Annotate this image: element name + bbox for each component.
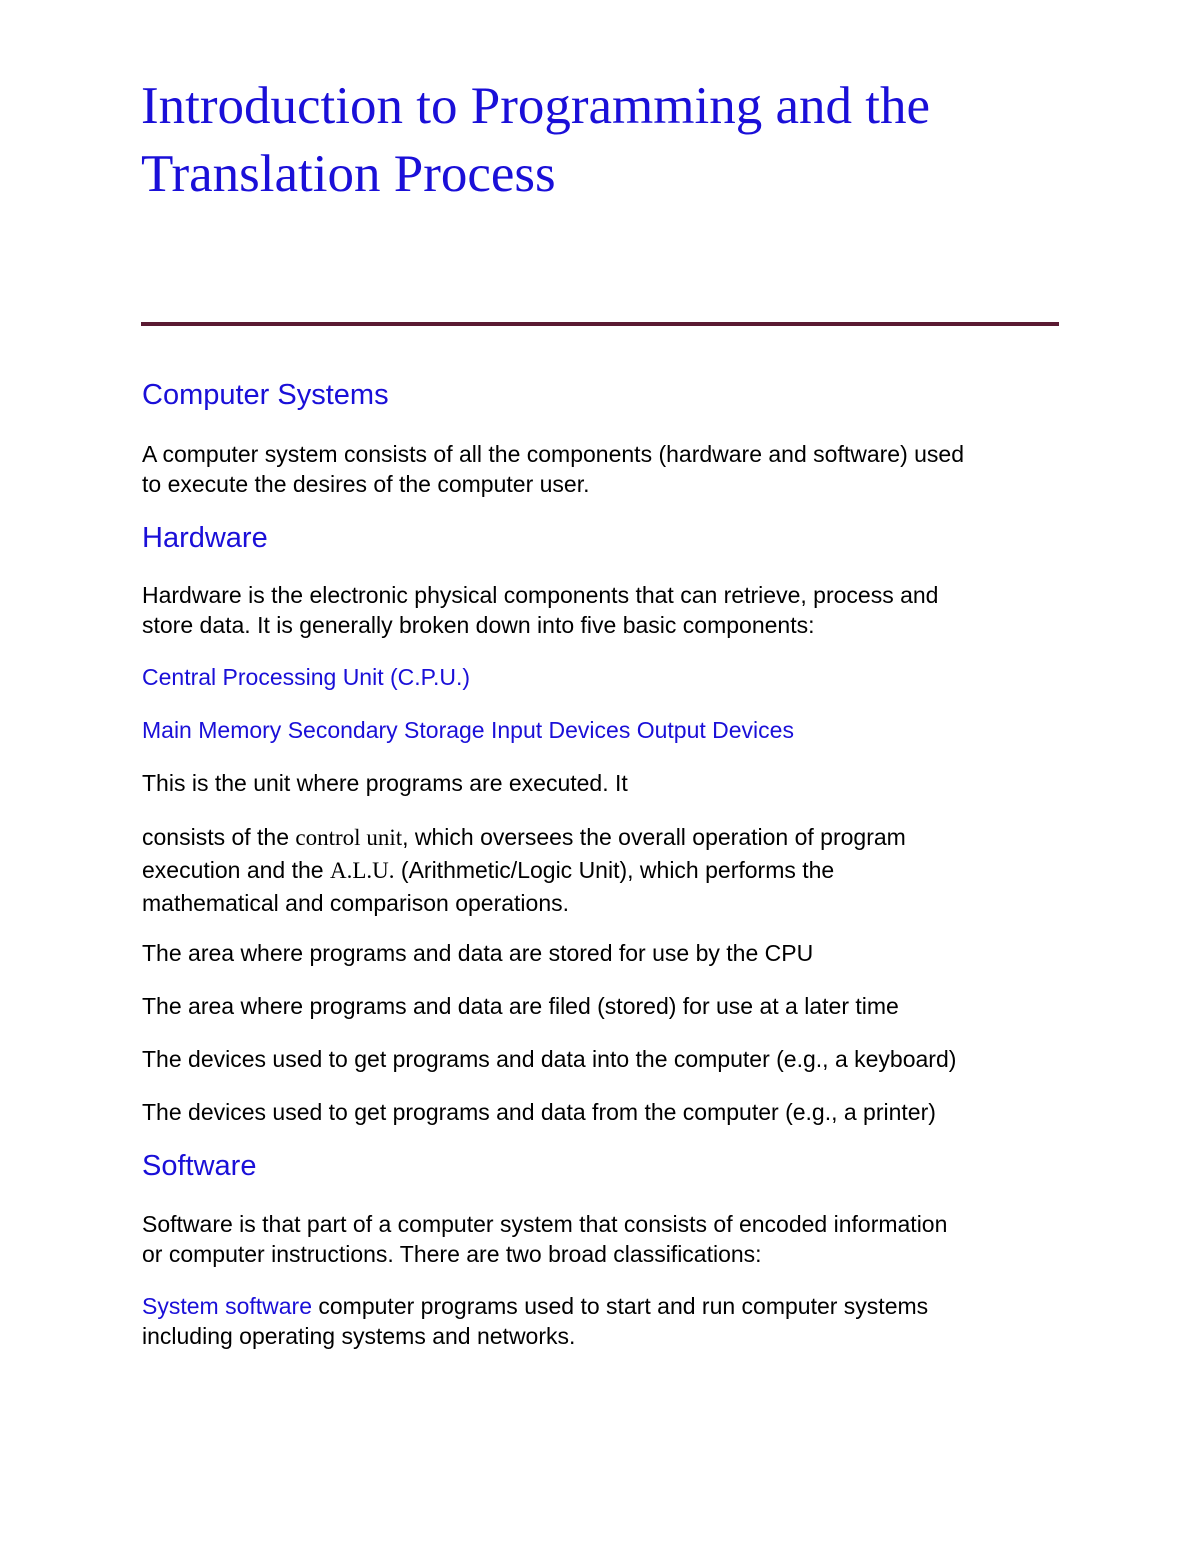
system-software-paragraph xyxy=(142,1291,928,1351)
hardware-line-1: Hardware is the electronic physical components that can retrieve, process and xyxy=(142,582,939,608)
system-software-desc-a: computer programs used to start and run computer systems xyxy=(312,1293,929,1319)
software-line-2: or computer instructions. There are two broad classifications: xyxy=(142,1241,762,1267)
hardware-line-2: store data. It is generally broken down into five basic components: xyxy=(142,612,815,638)
cpu-description: This is the unit where programs are executed. It xyxy=(142,770,628,796)
execution-text-b: (Arithmetic/Logic Unit), which performs the xyxy=(394,857,835,883)
title-line-2: Translation Process xyxy=(141,145,556,203)
cpu-detail-line-2 xyxy=(142,854,906,887)
cpu-label: Central Processing Unit (C.P.U.) xyxy=(142,664,471,690)
horizontal-rule xyxy=(141,322,1059,326)
document-title xyxy=(141,72,1081,208)
heading-hardware: Hardware xyxy=(142,522,268,554)
system-software-line-2: including operating systems and networks. xyxy=(142,1323,576,1349)
control-unit-term: control unit xyxy=(295,825,403,850)
alu-term: A.L.U. xyxy=(329,858,395,883)
software-paragraph xyxy=(142,1209,947,1269)
system-software-line-1 xyxy=(142,1291,928,1321)
heading-computer-systems: Computer Systems xyxy=(142,379,389,411)
input-devices-description: The devices used to get programs and data into the computer (e.g., a keyboard) xyxy=(142,1046,957,1072)
output-devices-description: The devices used to get programs and data from the computer (e.g., a printer) xyxy=(142,1099,936,1125)
software-line-1: Software is that part of a computer system that consists of encoded information xyxy=(142,1211,948,1237)
cpu-detail-paragraph xyxy=(142,821,906,919)
computer-systems-line-1: A computer system consists of all the components (hardware and software) used xyxy=(142,441,965,467)
consists-text-a: consists of the xyxy=(142,824,296,850)
heading-software: Software xyxy=(142,1150,257,1182)
consists-text-b: , which oversees the overall operation of program xyxy=(402,824,906,850)
cpu-detail-line-1 xyxy=(142,821,906,854)
main-memory-description: The area where programs and data are stored for use by the CPU xyxy=(142,940,814,966)
computer-systems-line-2: to execute the desires of the computer user. xyxy=(142,471,590,497)
cpu-detail-line-3: mathematical and comparison operations. xyxy=(142,890,570,916)
title-line-1: Introduction to Programming and the xyxy=(141,77,930,135)
execution-text-a: execution and the xyxy=(142,857,330,883)
secondary-storage-description: The area where programs and data are filed (stored) for use at a later time xyxy=(142,993,899,1019)
computer-systems-paragraph xyxy=(142,439,964,499)
hardware-paragraph xyxy=(142,580,938,640)
other-components-labels: Main Memory Secondary Storage Input Devices Output Devices xyxy=(142,717,794,743)
system-software-label: System software xyxy=(142,1293,312,1319)
